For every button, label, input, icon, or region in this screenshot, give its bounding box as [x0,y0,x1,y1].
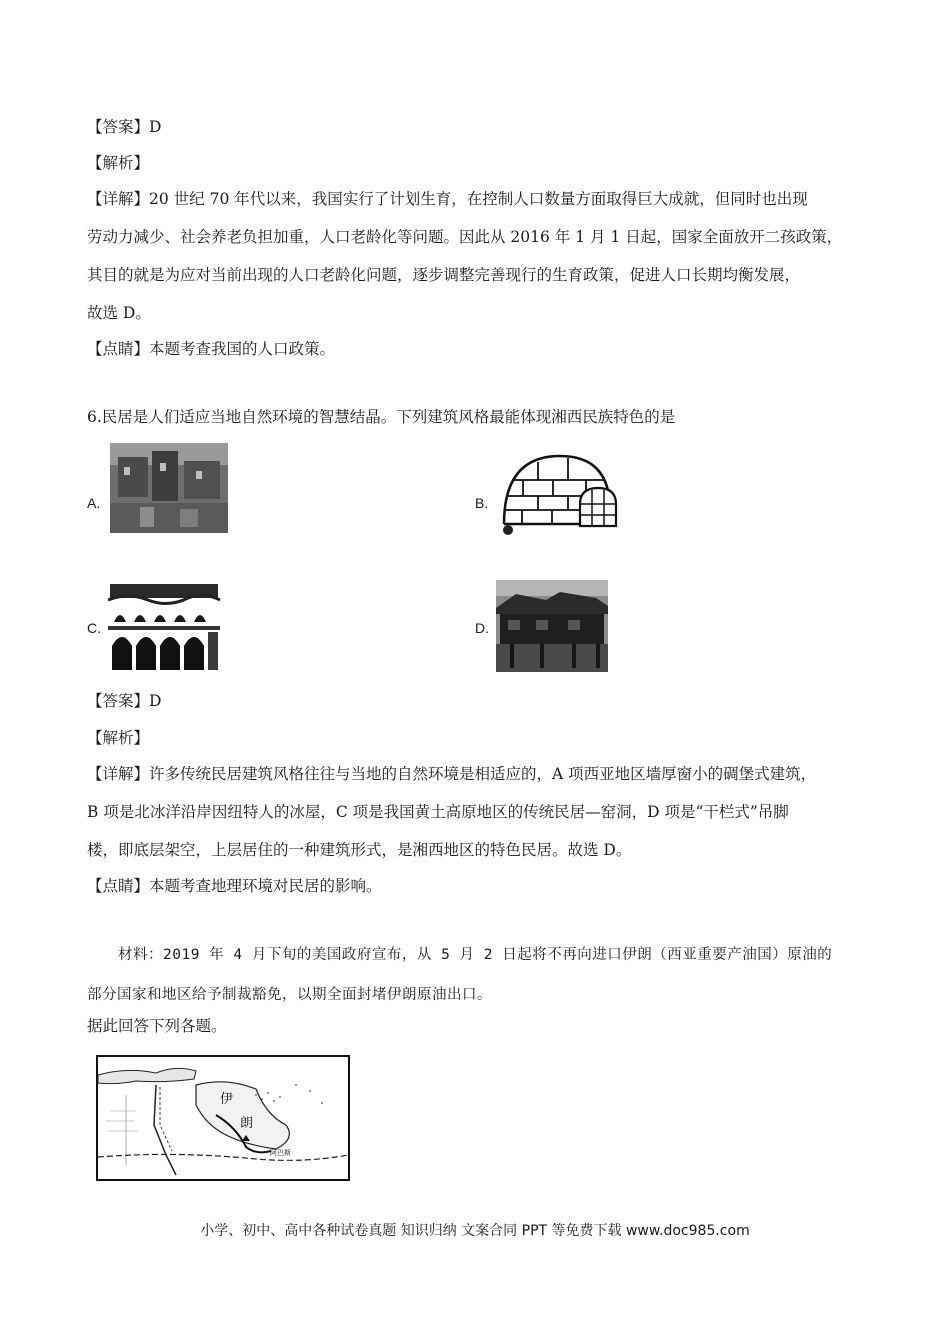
page-footer: 小学、初中、高中各种试卷真题 知识归纳 文案合同 PPT 等免费下载 www.doc985.com [200,1223,750,1239]
detail-1-line-1: 【详解】20 世纪 70 年代以来，我国实行了计划生育，在控制人口数量方面取得巨大成就，但同时也出现 [87,190,808,208]
instruction-line: 据此回答下列各题。 [87,1017,227,1035]
detail-1-line-2: 劳动力减少、社会养老负担加重，人口老龄化等问题。因此从 2016 年 1 月 1 日起，国家全面放开二孩政策， [87,228,843,246]
material-line-1: 材料：2019 年 4 月下旬的美国政府宣布，从 5 月 2 日起将不再向进口伊朗（西亚重要产油国）原油的 [118,947,833,963]
answer-line-1: 【答案】D [87,118,162,136]
map-label-abadan: 阿巴斯 [270,1149,291,1157]
question-6: 6.民居是人们适应当地自然环境的智慧结晶。下列建筑风格最能体现湘西民族特色的是 [87,408,676,426]
comment-line-2: 【点睛】本题考查地理环境对民居的影响。 [87,877,382,895]
option-b-label: B. [475,495,489,511]
material-line-2: 部分国家和地区给予制裁豁免，以期全面封堵伊朗原油出口。 [87,987,492,1003]
detail-2-line-2: B 项是北冰洋沿岸因纽特人的冰屋，C 项是我国黄土高原地区的传统民居—窑洞，D 项是“干栏式”吊脚 [87,803,789,821]
cave-dwelling-image [108,582,222,672]
middle-east-map [96,1055,352,1183]
comment-line-1: 【点睛】本题考查我国的人口政策。 [87,340,336,358]
answer-line-2: 【答案】D [87,692,162,710]
map-label-iran-2: 朗 [240,1116,254,1131]
detail-2-line-3: 楼，即底层架空，上层居住的一种建筑形式，是湘西地区的特色民居。故选 D。 [87,841,632,859]
detail-2-line-1: 【详解】许多传统民居建筑风格往往与当地的自然环境是相适应的，A 项西亚地区墙厚窗小的碉堡式建筑， [87,765,817,783]
option-d-label: D. [475,620,489,636]
detail-1-line-4: 故选 D。 [87,304,151,322]
stilt-house-image [496,580,608,672]
fortress-house-image [110,443,228,533]
map-label-iran-1: 伊 [220,1092,234,1107]
analysis-heading-2: 【解析】 [87,729,150,747]
detail-1-line-3: 其目的就是为应对当前出现的人口老龄化问题，逐步调整完善现行的生育政策，促进人口长期均衡发展， [87,266,801,284]
igloo-image [498,450,622,538]
option-a-label: A. [87,495,101,511]
option-c-label: C. [87,620,101,636]
analysis-heading-1: 【解析】 [87,154,150,172]
